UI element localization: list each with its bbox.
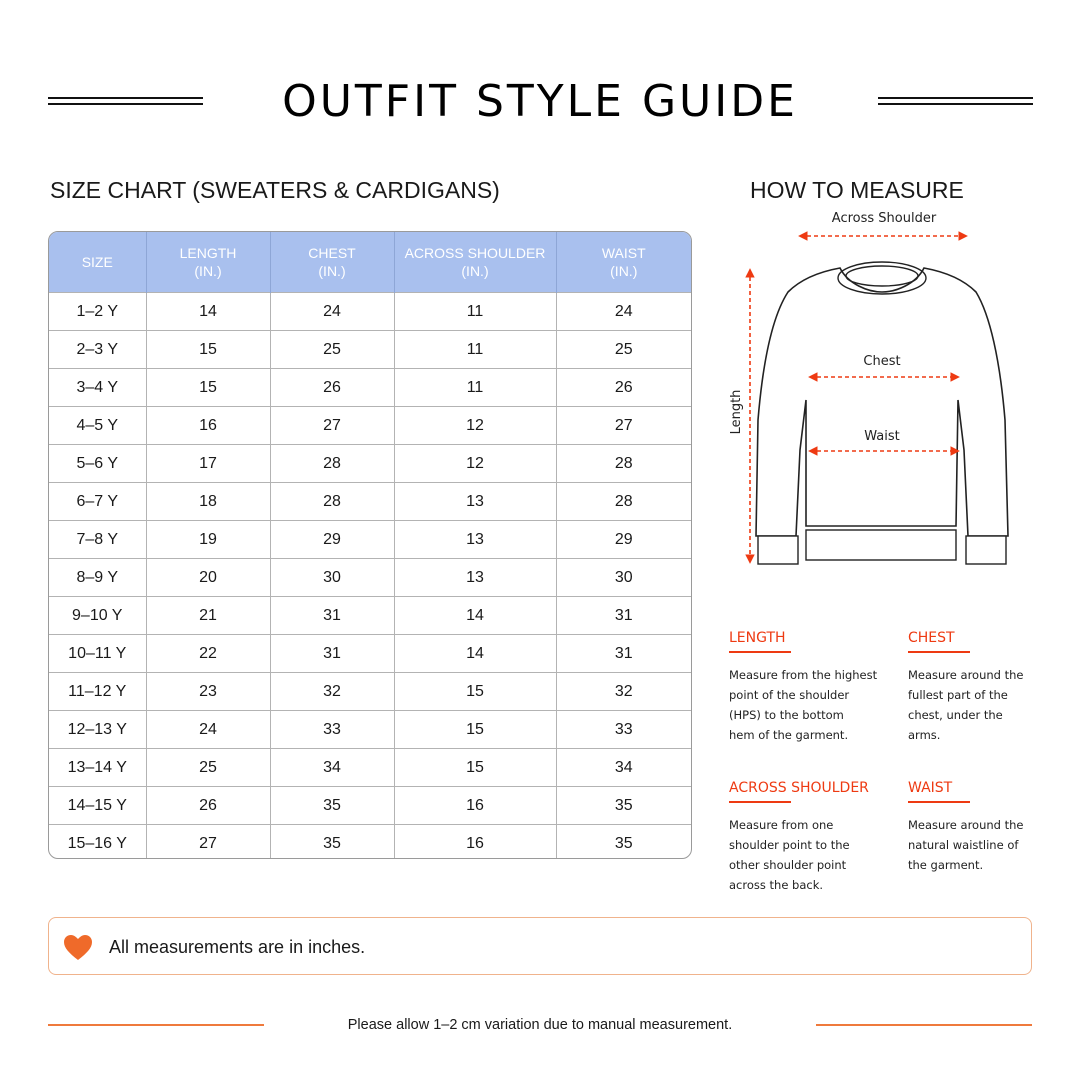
definition-text: [908, 815, 1048, 875]
column-header-waist: [556, 232, 691, 293]
cell-chest: 27: [270, 407, 394, 445]
definition-line: (HPS) to the bottom: [729, 708, 844, 722]
definition-line: shoulder point to the: [729, 838, 850, 852]
definition-line: the garment.: [908, 858, 984, 872]
diagram-label-chest: Chest: [863, 354, 901, 369]
cell-size: 10–11 Y: [49, 635, 146, 673]
cell-chest: 28: [270, 483, 394, 521]
definition-title: LENGTH: [729, 630, 786, 646]
cell-waist: 33: [556, 711, 691, 749]
cell-length: 14: [146, 293, 270, 331]
table-row: [49, 749, 691, 787]
definition-line: chest, under the: [908, 708, 1003, 722]
cell-across-shoulder: 15: [394, 673, 556, 711]
cell-waist: 34: [556, 749, 691, 787]
cell-length: 15: [146, 331, 270, 369]
table-header-row: [49, 232, 691, 293]
table-row: [49, 825, 691, 860]
title-row: [0, 72, 1080, 132]
cell-across-shoulder: 11: [394, 369, 556, 407]
cell-size: 11–12 Y: [49, 673, 146, 711]
table-row: [49, 597, 691, 635]
cell-across-shoulder: 12: [394, 445, 556, 483]
table-row: [49, 445, 691, 483]
definition-underline: [908, 801, 970, 803]
cell-length: 24: [146, 711, 270, 749]
title-rule-right: [878, 97, 1033, 105]
cell-chest: 34: [270, 749, 394, 787]
cell-across-shoulder: 15: [394, 711, 556, 749]
definition-line: fullest part of the: [908, 688, 1008, 702]
definition-underline: [729, 801, 791, 803]
cell-size: 2–3 Y: [49, 331, 146, 369]
column-header-unit: (IN.): [461, 263, 489, 279]
table-row: [49, 635, 691, 673]
table-row: [49, 369, 691, 407]
column-header-label: CHEST: [308, 245, 356, 261]
cell-waist: 35: [556, 787, 691, 825]
cell-length: 26: [146, 787, 270, 825]
table-row: [49, 711, 691, 749]
definition-text: [729, 815, 899, 895]
cell-across-shoulder: 13: [394, 559, 556, 597]
definition-line: arms.: [908, 728, 941, 742]
definition-text: [908, 665, 1048, 745]
cell-length: 20: [146, 559, 270, 597]
sweater-diagram: [718, 200, 1048, 600]
definition-length: [729, 629, 899, 745]
cell-chest: 29: [270, 521, 394, 559]
cell-waist: 30: [556, 559, 691, 597]
cell-size: 4–5 Y: [49, 407, 146, 445]
cell-chest: 31: [270, 635, 394, 673]
size-chart-heading: SIZE CHART (SWEATERS & CARDIGANS): [50, 177, 500, 203]
definition-line: natural waistline of: [908, 838, 1019, 852]
definition-chest: [908, 629, 1048, 745]
cell-chest: 25: [270, 331, 394, 369]
footer-rule-right: [816, 1024, 1032, 1026]
cell-size: 12–13 Y: [49, 711, 146, 749]
cell-length: 22: [146, 635, 270, 673]
cell-across-shoulder: 15: [394, 749, 556, 787]
definition-underline: [729, 651, 791, 653]
cell-chest: 31: [270, 597, 394, 635]
column-header-unit: (IN.): [194, 263, 222, 279]
cell-waist: 27: [556, 407, 691, 445]
definition-title: WAIST: [908, 780, 953, 796]
table-row: [49, 293, 691, 331]
how-to-measure-heading: HOW TO MEASURE: [750, 177, 964, 203]
cell-waist: 31: [556, 635, 691, 673]
column-header-label: SIZE: [81, 254, 113, 270]
cell-size: 14–15 Y: [49, 787, 146, 825]
table-row: [49, 559, 691, 597]
sweater-outline: [756, 268, 1008, 536]
column-header-label: WAIST: [601, 245, 646, 261]
definition-line: across the back.: [729, 878, 824, 892]
cell-size: 5–6 Y: [49, 445, 146, 483]
cell-length: 17: [146, 445, 270, 483]
definition-text: [729, 665, 899, 745]
cell-size: 3–4 Y: [49, 369, 146, 407]
diagram-label-across-shoulder: Across Shoulder: [831, 211, 937, 226]
cell-length: 15: [146, 369, 270, 407]
cell-size: 13–14 Y: [49, 749, 146, 787]
table-row: [49, 673, 691, 711]
definition-line: Measure from one: [729, 818, 834, 832]
column-header-size: [49, 232, 146, 293]
table-row: [49, 787, 691, 825]
cell-length: 18: [146, 483, 270, 521]
column-header-across-shoulder: [394, 232, 556, 293]
cell-across-shoulder: 13: [394, 521, 556, 559]
cell-waist: 25: [556, 331, 691, 369]
cell-waist: 29: [556, 521, 691, 559]
cell-across-shoulder: 12: [394, 407, 556, 445]
cell-chest: 33: [270, 711, 394, 749]
cell-waist: 26: [556, 369, 691, 407]
cell-size: 9–10 Y: [49, 597, 146, 635]
cell-chest: 32: [270, 673, 394, 711]
cell-across-shoulder: 13: [394, 483, 556, 521]
cell-length: 25: [146, 749, 270, 787]
column-header-label: LENGTH: [179, 245, 237, 261]
definition-title: ACROSS SHOULDER: [729, 780, 869, 796]
cell-waist: 35: [556, 825, 691, 860]
table-row: [49, 521, 691, 559]
column-header-chest: [270, 232, 394, 293]
cell-size: 1–2 Y: [49, 293, 146, 331]
diagram-label-waist: Waist: [864, 429, 900, 444]
cell-across-shoulder: 11: [394, 331, 556, 369]
footer-rule-left: [48, 1024, 264, 1026]
table-row: [49, 331, 691, 369]
column-header-length: [146, 232, 270, 293]
definition-title: CHEST: [908, 630, 955, 646]
size-chart-body: [49, 293, 691, 860]
cell-size: 7–8 Y: [49, 521, 146, 559]
cell-length: 21: [146, 597, 270, 635]
cell-across-shoulder: 16: [394, 787, 556, 825]
cell-waist: 28: [556, 483, 691, 521]
cell-chest: 26: [270, 369, 394, 407]
definition-waist: [908, 779, 1048, 875]
cell-waist: 32: [556, 673, 691, 711]
definition-line: Measure around the: [908, 818, 1024, 832]
definition-across-shoulder: [729, 779, 899, 895]
definition-line: hem of the garment.: [729, 728, 849, 742]
definition-underline: [908, 651, 970, 653]
size-chart-table: [48, 231, 692, 859]
title-rule-left: [48, 97, 203, 105]
cell-across-shoulder: 16: [394, 825, 556, 860]
cell-waist: 31: [556, 597, 691, 635]
cell-waist: 24: [556, 293, 691, 331]
column-header-unit: (IN.): [610, 263, 638, 279]
cell-size: 15–16 Y: [49, 825, 146, 860]
definition-line: other shoulder point: [729, 858, 847, 872]
cell-across-shoulder: 14: [394, 635, 556, 673]
cell-chest: 35: [270, 825, 394, 860]
cell-chest: 24: [270, 293, 394, 331]
page-title: OUTFIT STYLE GUIDE: [282, 76, 798, 127]
cell-waist: 28: [556, 445, 691, 483]
cell-chest: 35: [270, 787, 394, 825]
cell-length: 27: [146, 825, 270, 860]
measurement-note: [48, 917, 1032, 975]
definition-line: point of the shoulder: [729, 688, 850, 702]
definition-line: Measure from the highest: [729, 668, 878, 682]
cell-size: 8–9 Y: [49, 559, 146, 597]
cell-length: 16: [146, 407, 270, 445]
column-header-unit: (IN.): [318, 263, 346, 279]
definition-line: Measure around the: [908, 668, 1024, 682]
note-text: All measurements are in inches.: [109, 937, 366, 957]
cell-size: 6–7 Y: [49, 483, 146, 521]
column-header-label: ACROSS SHOULDER: [404, 245, 546, 261]
cell-length: 19: [146, 521, 270, 559]
table-row: [49, 483, 691, 521]
diagram-label-length: Length: [729, 389, 744, 435]
heart-icon: [63, 934, 93, 962]
cell-chest: 30: [270, 559, 394, 597]
cell-length: 23: [146, 673, 270, 711]
table-row: [49, 407, 691, 445]
cell-chest: 28: [270, 445, 394, 483]
cell-across-shoulder: 11: [394, 293, 556, 331]
cell-across-shoulder: 14: [394, 597, 556, 635]
sweater-collar: [838, 262, 926, 294]
footer-text: Please allow 1–2 cm variation due to manual measurement.: [347, 1017, 733, 1033]
